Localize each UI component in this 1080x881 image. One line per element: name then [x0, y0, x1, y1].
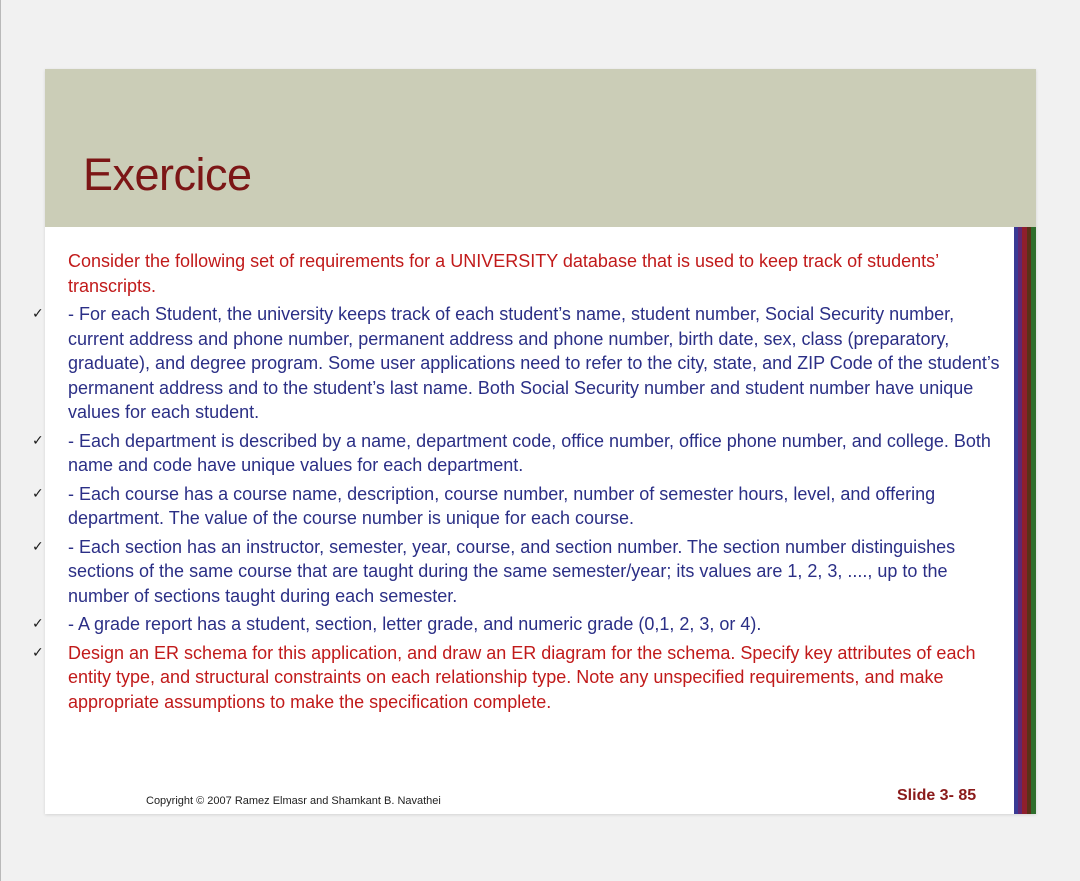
- check-icon: ✓: [32, 644, 44, 661]
- check-icon: ✓: [32, 538, 44, 555]
- check-icon: ✓: [32, 616, 44, 632]
- title-band: [45, 69, 1036, 227]
- screen-edge: [0, 0, 1, 881]
- bullet-student: [32, 302, 1013, 425]
- intro-paragraph: Consider the following set of requirements for a UNIVERSITY database that is used to keep track of students’ transcripts.: [68, 251, 939, 296]
- slide-title: Exercice: [83, 149, 252, 200]
- side-stripes: [1014, 227, 1036, 814]
- bullet-text: - Each course has a course name, description, course number, number of semester hours, level, and offering department. The value of the course number is unique for each course.: [68, 483, 936, 528]
- stripe-green: [1031, 227, 1036, 814]
- check-icon: ✓: [32, 485, 44, 502]
- bullet-text: - A grade report has a student, section, letter grade, and numeric grade (0,1, 2, 3, or 4).: [68, 614, 762, 634]
- slide-number: Slide 3- 85: [897, 787, 977, 804]
- bullet-text: - Each department is described by a name, department code, office number, office phone number, and college. Both name and code have unique values for each department.: [68, 430, 991, 475]
- copyright-footer: Copyright © 2007 Ramez Elmasr and Shamkant B. Navathei: [146, 795, 441, 807]
- bullet-text: - Each section has an instructor, semester, year, course, and section number. The section number distinguishes sections of the same course that are taught during the same semester/year; its values are 1, 2, 3, ...., up to the number of sections taught during each semester.: [68, 536, 956, 606]
- check-icon: ✓: [32, 432, 44, 449]
- slide-body: [32, 249, 1013, 714]
- bullet-grade-report: [32, 612, 1013, 637]
- task-text: Design an ER schema for this application, and draw an ER diagram for the schema. Specify key attributes of each entity type, and structural constraints on each relationship type. Note any unspecified requirements, and make appropriate assumptions to make the specification complete.: [68, 642, 976, 712]
- bullet-course: [32, 482, 1013, 531]
- check-icon: ✓: [32, 306, 44, 322]
- bullet-task: [32, 641, 1013, 715]
- bullet-section: [32, 535, 1013, 609]
- bullet-text: - For each Student, the university keeps track of each student’s name, student number, Social Security number, current address and phone number, permanent address and phone number, birth date, sex, class (preparatory, graduate), and degree program. Some user applications need to refer to the city, state, and ZIP Code of the student’s permanent address and to the student’s last name. Both Social Security number and student number have unique values for each student.: [68, 304, 1000, 422]
- bullet-department: [32, 429, 1013, 478]
